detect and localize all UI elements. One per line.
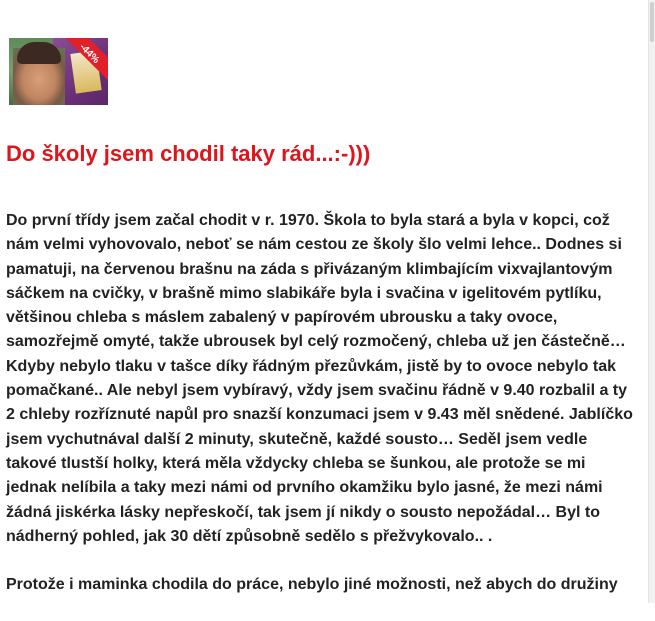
author-hair <box>17 42 61 64</box>
article-paragraph: Protože i maminka chodila do práce, nebylo jiné možnosti, než abych do družiny <box>6 576 618 594</box>
article-title: Do školy jsem chodil taky rád...:-))) <box>6 141 371 166</box>
discount-badge-text: -44% <box>77 41 102 66</box>
article-paragraph: Do první třídy jsem začal chodit v r. 1970. Škola to byla stará a byla v kopci, což nám velmi vyhovovalo, neboť se nám cestou ze školy šlo velmi lehce.. Dodnes si pamatuji, na červenou brašnu na záda s přivázaným klimbajícím vixvajlantovým sáčkem na cvičky, v brašně mimo slabikáře byla i svačina v igelitovém pytlíku, většinou chleba s máslem zabalený v papírovém ubrousku a taky ovoce, samozřejmě omyté, takže ubrousek byl celý rozmočený, chleba už jen částečně… Kdyby nebylo tlaku v tašce díky řádným přezůvkám, jistě by to ovoce nebylo tak pomačkané.. Ale nebyl jsem vybíravý, vždy jsem svačinu řádně v 9.40 rozbalil a ty 2 chleby rozříznuté napůl pro snazší konzumaci jsem v 9.43 měl snědené. Jablíčko jsem vychutnával další 2 minuty, skutečně, každé sousto… Seděl jsem vedle takové tlustší holky, která měla vždycky chleba se šunkou, ale protože se mi jednak nelíbila a taky mezi námi od prvního okamžiku bylo jasné, že mezi námi žádná jiskérka lásky nepřeskočí, tak jsem jí nikdy o sousto nepožádal… Byl to nádherný pohled, jak 30 dětí způsobně sedělo s přežvykovalo.. . <box>6 212 633 545</box>
article-body <box>6 209 636 621</box>
scrollbar-thumb[interactable] <box>650 2 654 42</box>
article-thumbnail-image[interactable] <box>9 38 108 105</box>
vertical-scrollbar[interactable] <box>648 0 655 603</box>
